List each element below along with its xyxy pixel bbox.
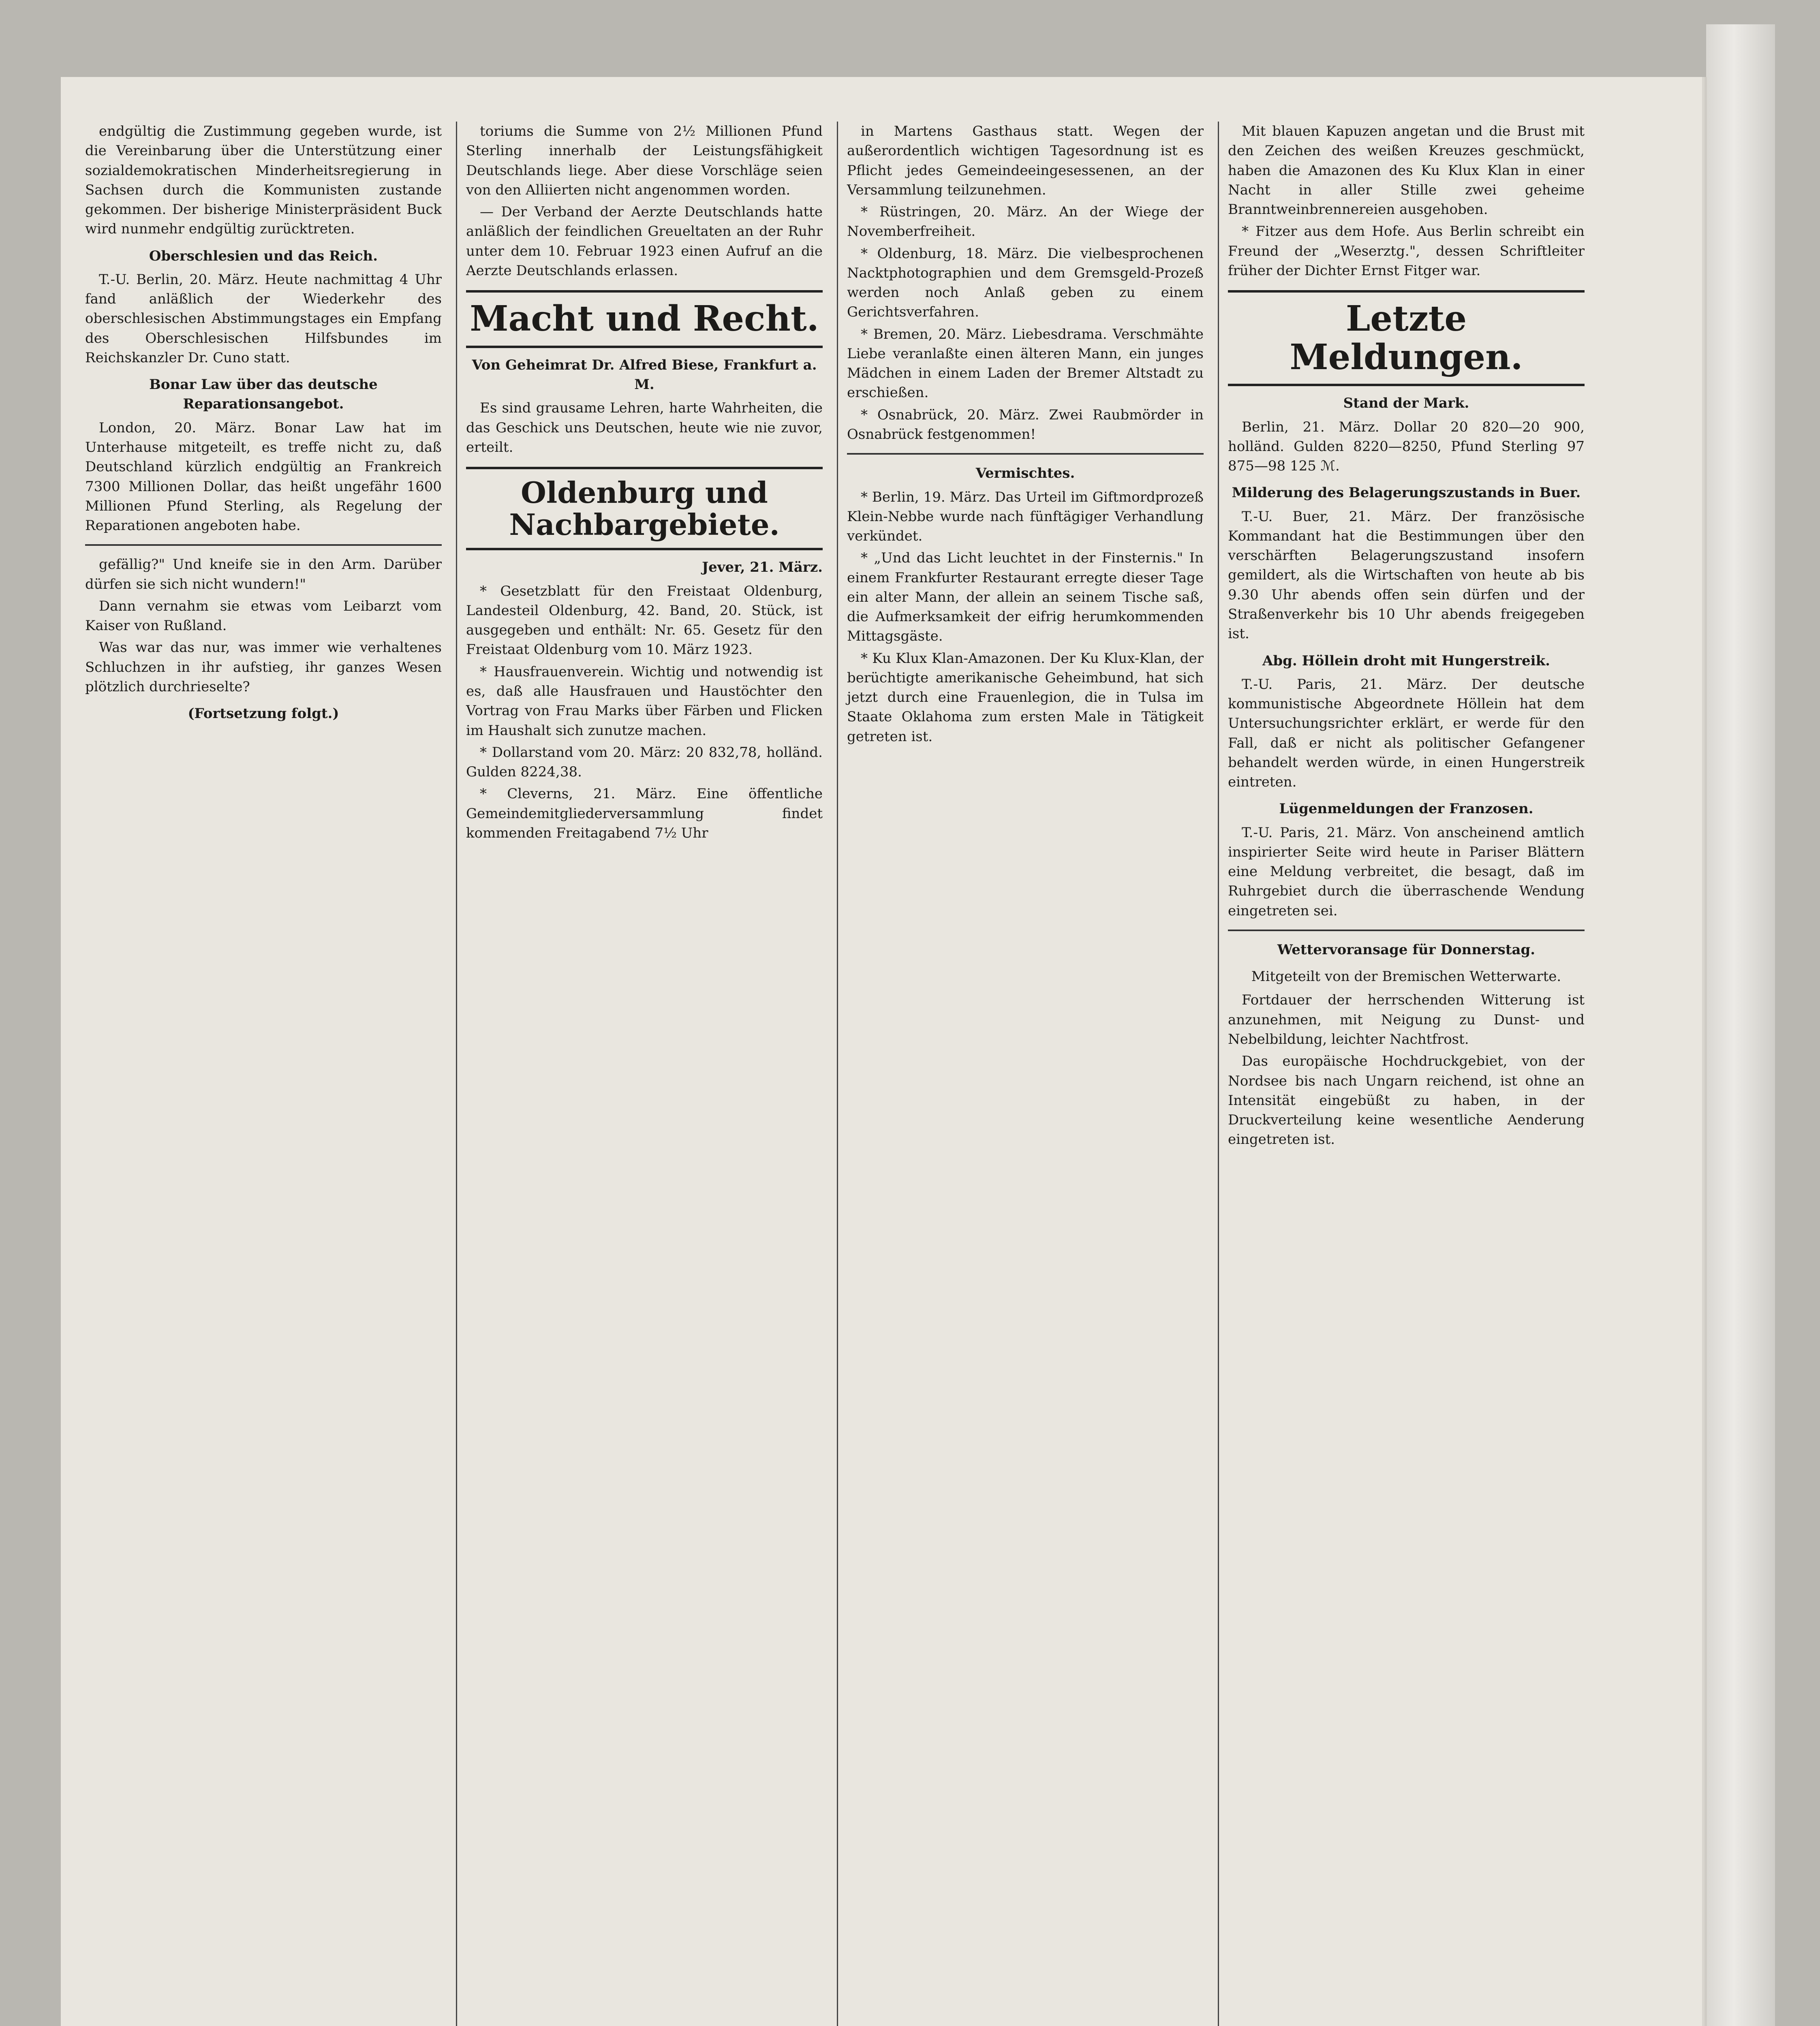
continuation-note: (Fortsetzung folgt.): [188, 705, 339, 722]
section-heading: Vermischtes.: [975, 465, 1075, 482]
column-1: [85, 122, 442, 727]
column-rule: [1218, 122, 1219, 2026]
divider: [847, 453, 1204, 455]
paragraph: * Gesetzblatt für den Freistaat Oldenburg, Landesteil Oldenburg, 42. Band, 20. Stück, ist ausgegeben und enthält: Nr. 65. Gesetz für den Freistaat Oldenburg vom 10. März 1923.: [466, 583, 823, 658]
column-2: [466, 122, 823, 845]
column-rule: [456, 122, 457, 2026]
paragraph: Berlin, 21. März. Dollar 20 820—20 900, holländ. Gulden 8220—8250, Pfund Sterling 97 875—98 125 ℳ.: [1228, 419, 1585, 474]
newspaper-page: [61, 77, 1702, 2026]
column-rule: [837, 122, 838, 2026]
section-title: Oldenburg und Nachbargebiete.: [466, 467, 823, 550]
paragraph: * Fitzer aus dem Hofe. Aus Berlin schreibt ein Freund der „Weserztg.", dessen Schriftleiter früher der Dichter Ernst Fitger war.: [1228, 223, 1585, 279]
section-heading: Wettervoransage für Donnerstag.: [1277, 941, 1536, 958]
section-heading: Bonar Law über das deutsche Reparationsangebot.: [149, 376, 378, 412]
section-heading: Milderung des Belagerungszustands in Buer.: [1232, 485, 1581, 501]
column-4: [1228, 122, 1585, 1152]
section-heading: Lügenmeldungen der Franzosen.: [1279, 801, 1533, 817]
divider: [1228, 930, 1585, 931]
column-3: [847, 122, 1204, 749]
dateline: Jever, 21. März.: [702, 559, 823, 576]
paragraph: * Hausfrauenverein. Wichtig und notwendig ist es, daß alle Hausfrauen und Haustöchter den Vortrag von Frau Marks über Färben und Flicken im Haushalt sich zunutze machen.: [466, 663, 823, 739]
paragraph: Fortdauer der herrschenden Witterung ist anzunehmen, mit Neigung zu Dunst- und Nebelbildung, leichter Nachtfrost.: [1228, 992, 1585, 1048]
paragraph: Dann vernahm sie etwas vom Leibarzt vom Kaiser von Rußland.: [85, 598, 442, 634]
paragraph: gefällig?" Und kneife sie in den Arm. Darüber dürfen sie sich nicht wundern!": [85, 556, 442, 592]
paragraph: * Ku Klux Klan-Amazonen. Der Ku Klux-Klan, der berüchtigte amerikanische Geheimbund, hat sich jetzt durch eine Frauenlegion, die in Tulsa im Staate Oklahoma zum ersten Male in Tätigkeit getreten ist.: [847, 650, 1204, 745]
paragraph: * Dollarstand vom 20. März: 20 832,78, holländ. Gulden 8224,38.: [466, 744, 823, 780]
section-heading: Oberschlesien und das Reich.: [149, 248, 378, 264]
paragraph: in Martens Gasthaus statt. Wegen der außerordentlich wichtigen Tagesordnung ist es Pflicht jedes Gemeindeeingesessenen, an der Versammlung teilzunehmen.: [847, 123, 1204, 198]
section-title: Letzte Meldungen.: [1228, 290, 1585, 386]
paragraph: Mit blauen Kapuzen angetan und die Brust mit den Zeichen des weißen Kreuzes geschmückt, haben die Amazonen des Ku Klux Klan in einer Nacht in aller Stille zwei geheime Branntweinbrennereien ausgehoben.: [1228, 123, 1585, 218]
paragraph: T.-U. Buer, 21. März. Der französische Kommandant hat die Bestimmungen über den verschärften Belagerungszustand insofern gemildert, als die Wirtschaften von heute ab bis 9.30 Uhr abends offen sein dürfen und der Straßenverkehr bis 10 Uhr abends freigegeben ist.: [1228, 508, 1585, 642]
divider: [85, 544, 442, 546]
section-heading: Stand der Mark.: [1343, 395, 1469, 412]
paragraph: T.-U. Paris, 21. März. Von anscheinend amtlich inspirierter Seite wird heute in Pariser Blättern eine Meldung verbreitet, die besagt, daß im Ruhrgebiet durch die überraschende Wendung eingetreten sei.: [1228, 824, 1585, 919]
paragraph: toriums die Summe von 2½ Millionen Pfund Sterling innerhalb der Leistungsfähigkeit Deutschlands liege. Aber diese Vorschläge seien von den Alliierten nicht angenommen worden.: [466, 123, 823, 198]
paragraph: * Bremen, 20. März. Liebesdrama. Verschmähte Liebe veranlaßte einen älteren Mann, ein junges Mädchen in einem Laden der Bremer Altstadt zu erschießen.: [847, 326, 1204, 401]
paragraph: T.-U. Paris, 21. März. Der deutsche kommunistische Abgeordnete Höllein hat dem Untersuchungsrichter erklärt, er werde für den Fall, daß er nicht als politischer Gefangener behandelt werden würde, in einen Hungerstreik eintreten.: [1228, 676, 1585, 791]
paragraph: * Rüstringen, 20. März. An der Wiege der Novemberfreiheit.: [847, 204, 1204, 240]
paragraph: * Oldenburg, 18. März. Die vielbesprochenen Nacktphotographien und dem Gremsgeld-Prozeß werden noch Anlaß geben zu einem Gerichtsverfahren.: [847, 245, 1204, 321]
byline: Von Geheimrat Dr. Alfred Biese, Frankfurt a. M.: [472, 357, 817, 393]
section-heading: Abg. Höllein droht mit Hungerstreik.: [1262, 652, 1550, 669]
paragraph: endgültig die Zustimmung gegeben wurde, ist die Vereinbarung über die Unterstützung einer sozialdemokratischen Minderheitsregierung in Sachsen durch die Kommunisten zustande gekommen. Der bisherige Ministerpräsident Buck wird nunmehr endgültig zurücktreten.: [85, 123, 442, 237]
subheading: Mitgeteilt von der Bremischen Wetterwarte.: [1251, 968, 1561, 985]
paragraph: * Osnabrück, 20. März. Zwei Raubmörder in Osnabrück festgenommen!: [847, 406, 1204, 442]
paragraph: Das europäische Hochdruckgebiet, von der Nordsee bis nach Ungarn reichend, ist ohne an Intensität eingebüßt zu haben, in der Druckverteilung keine wesentliche Aenderung eingetreten ist.: [1228, 1053, 1585, 1148]
paragraph: Es sind grausame Lehren, harte Wahrheiten, die das Geschick uns Deutschen, heute wie nie zuvor, erteilt.: [466, 400, 823, 455]
paragraph: — Der Verband der Aerzte Deutschlands hatte anläßlich der feindlichen Greueltaten an der Ruhr unter dem 10. Februar 1923 einen Aufruf an die Aerzte Deutschlands erlassen.: [466, 204, 823, 279]
paragraph: * Berlin, 19. März. Das Urteil im Giftmordprozeß Klein-Nebbe wurde nach fünftägiger Verhandlung verkündet.: [847, 489, 1204, 545]
paragraph: T.-U. Berlin, 20. März. Heute nachmittag 4 Uhr fand anläßlich der Wiederkehr des oberschlesischen Abstimmungstages ein Empfang des Oberschlesischen Hilfsbundes im Reichskanzler Dr. Cuno statt.: [85, 271, 442, 366]
adjacent-page-edge: [1706, 24, 1775, 2026]
paragraph: * „Und das Licht leuchtet in der Finsternis." In einem Frankfurter Restaurant erregte dieser Tage ein alter Mann, der allein an seinem Tische saß, die Aufmerksamkeit der eifrig herumkommenden Mittagsgäste.: [847, 550, 1204, 645]
paragraph: * Cleverns, 21. März. Eine öffentliche Gemeindemitgliederversammlung findet kommenden Freitagabend 7½ Uhr: [466, 786, 823, 841]
article-title: Macht und Recht.: [466, 290, 823, 348]
paragraph: London, 20. März. Bonar Law hat im Unterhause mitgeteilt, es treffe nicht zu, daß Deutschland kürzlich endgültig an Frankreich 7300 Millionen Dollar, das heißt ungefähr 1600 Millionen Pfund Sterling, als Regelung der Reparationen angeboten habe.: [85, 419, 442, 534]
paragraph: Was war das nur, was immer wie verhaltenes Schluchzen in ihr aufstieg, ihr ganzes Wesen plötzlich durchrieselte?: [85, 639, 442, 695]
